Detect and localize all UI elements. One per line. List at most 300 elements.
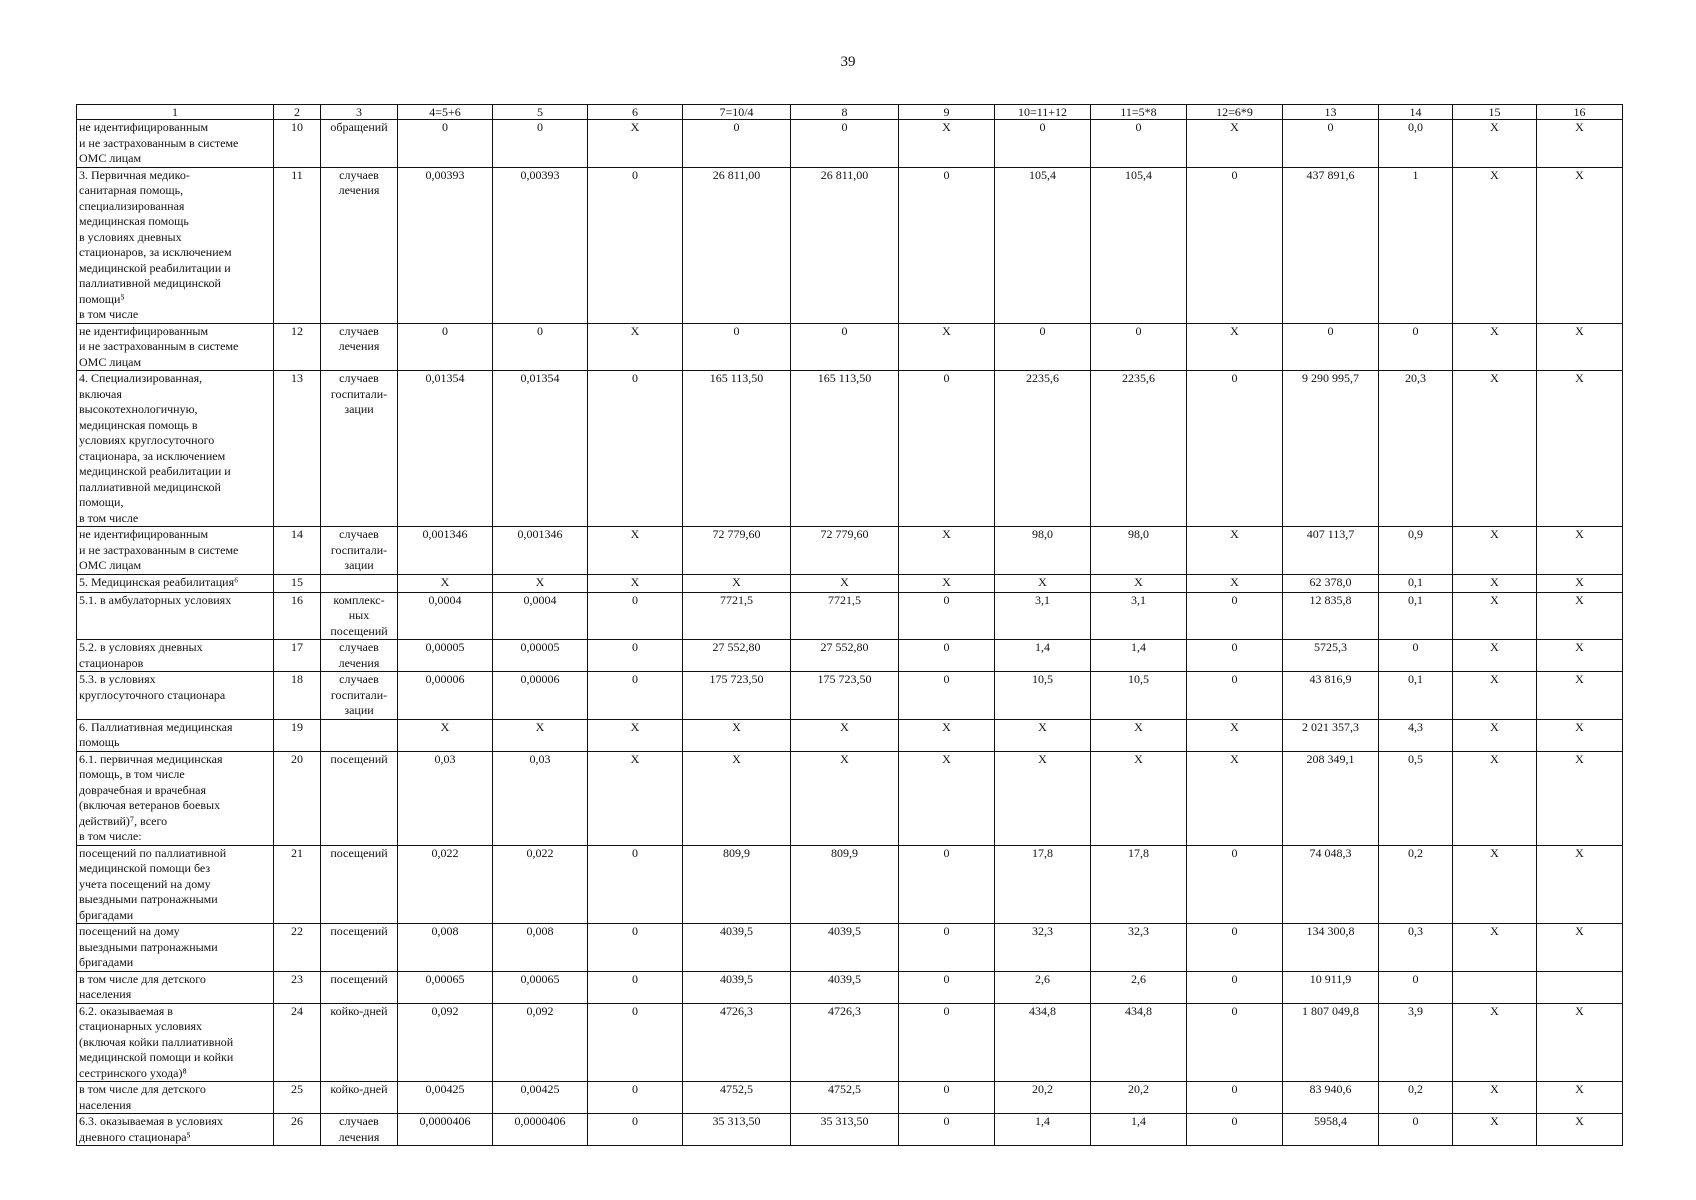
table-cell: 165 113,50 <box>683 371 791 527</box>
table-cell: 4726,3 <box>791 1003 899 1082</box>
table-cell <box>321 719 398 751</box>
table-cell: Х <box>1537 527 1623 575</box>
table-cell: 26 <box>274 1114 321 1146</box>
table-cell: 0 <box>791 120 899 168</box>
table-cell: 20 <box>274 751 321 845</box>
column-header: 11=5*8 <box>1091 105 1187 120</box>
table-cell: 10 911,9 <box>1283 971 1379 1003</box>
table-cell: случаев госпитали- зации <box>321 672 398 720</box>
table-cell: 4039,5 <box>683 971 791 1003</box>
table-cell: 0 <box>588 1114 683 1146</box>
column-header: 15 <box>1453 105 1537 120</box>
table-cell: Х <box>791 751 899 845</box>
table-cell: Х <box>1537 1003 1623 1082</box>
table-cell: 0,0000406 <box>398 1114 493 1146</box>
table-cell: Х <box>493 719 588 751</box>
table-cell: 0 <box>588 971 683 1003</box>
table-cell: 26 811,00 <box>791 167 899 323</box>
table-cell: 0 <box>899 1082 995 1114</box>
table-cell: 0 <box>493 120 588 168</box>
table-cell: 32,3 <box>1091 924 1187 972</box>
table-cell: Х <box>899 574 995 592</box>
table-cell: 5725,3 <box>1283 640 1379 672</box>
table-cell: 43 816,9 <box>1283 672 1379 720</box>
table-row <box>77 1082 1623 1114</box>
table-cell: 2235,6 <box>1091 371 1187 527</box>
column-header: 5 <box>493 105 588 120</box>
table-body <box>77 105 1623 1146</box>
row-label: в том числе для детского населения <box>77 971 274 1003</box>
table-cell: Х <box>1187 751 1283 845</box>
table-cell: 0 <box>995 120 1091 168</box>
table-cell: 10,5 <box>1091 672 1187 720</box>
table-row <box>77 371 1623 527</box>
table-cell: Х <box>1187 120 1283 168</box>
table-cell: 10,5 <box>995 672 1091 720</box>
table-cell: 134 300,8 <box>1283 924 1379 972</box>
table-cell: 21 <box>274 845 321 924</box>
table-cell: 0,092 <box>398 1003 493 1082</box>
table-cell: 0 <box>1187 640 1283 672</box>
table-cell: 0 <box>1187 167 1283 323</box>
column-header: 7=10/4 <box>683 105 791 120</box>
table-cell: 74 048,3 <box>1283 845 1379 924</box>
table-cell: 17,8 <box>995 845 1091 924</box>
table-cell: Х <box>899 719 995 751</box>
table-cell: 12 835,8 <box>1283 592 1379 640</box>
table-cell: 4039,5 <box>683 924 791 972</box>
table-cell: 98,0 <box>995 527 1091 575</box>
table-cell: 32,3 <box>995 924 1091 972</box>
table-cell: 0 <box>398 120 493 168</box>
table-cell <box>1537 971 1623 1003</box>
table-cell: 0 <box>588 640 683 672</box>
table-row <box>77 971 1623 1003</box>
table-cell: 1,4 <box>1091 1114 1187 1146</box>
table-cell: обращений <box>321 120 398 168</box>
table-cell: 105,4 <box>1091 167 1187 323</box>
table-cell: 0 <box>899 924 995 972</box>
table-cell: 17,8 <box>1091 845 1187 924</box>
table-cell: 0 <box>1187 371 1283 527</box>
table-cell: 0,0004 <box>493 592 588 640</box>
table-cell: 13 <box>274 371 321 527</box>
table-cell: Х <box>1453 924 1537 972</box>
table-cell: 4039,5 <box>791 971 899 1003</box>
table-cell: 809,9 <box>791 845 899 924</box>
table-cell: 0,1 <box>1379 574 1453 592</box>
table-row <box>77 672 1623 720</box>
table-cell: Х <box>1187 527 1283 575</box>
table-cell: случаев лечения <box>321 640 398 672</box>
table-cell: случаев госпитали- зации <box>321 527 398 575</box>
row-label: посещений на дому выездными патронажными бригадами <box>77 924 274 972</box>
table-cell: Х <box>588 527 683 575</box>
table-cell: Х <box>899 120 995 168</box>
table-cell: Х <box>1537 924 1623 972</box>
table-cell: 0 <box>1379 1114 1453 1146</box>
table-cell: 12 <box>274 323 321 371</box>
table-cell: 0,2 <box>1379 845 1453 924</box>
table-row <box>77 924 1623 972</box>
table-cell: 35 313,50 <box>791 1114 899 1146</box>
table-cell: Х <box>1453 371 1537 527</box>
row-label: 6.1. первичная медицинская помощь, в том числе доврачебная и врачебная (включая ветеранов боевых действий)⁷, всего в том числе: <box>77 751 274 845</box>
table-cell: 20,3 <box>1379 371 1453 527</box>
table-cell: 0,00393 <box>493 167 588 323</box>
table-cell: Х <box>1187 719 1283 751</box>
table-cell: посещений <box>321 971 398 1003</box>
table-cell: Х <box>1537 1114 1623 1146</box>
table-cell: 0 <box>791 323 899 371</box>
table-cell: 17 <box>274 640 321 672</box>
table-cell: случаев лечения <box>321 1114 398 1146</box>
table-cell: 0,001346 <box>398 527 493 575</box>
table-cell: Х <box>1453 323 1537 371</box>
table-cell: 0 <box>683 323 791 371</box>
table-cell: 0 <box>1187 924 1283 972</box>
table-cell: 1,4 <box>995 1114 1091 1146</box>
table-cell: Х <box>1091 719 1187 751</box>
table-cell: 434,8 <box>995 1003 1091 1082</box>
table-cell: 0,00006 <box>398 672 493 720</box>
table-cell: Х <box>398 719 493 751</box>
table-cell: Х <box>1453 719 1537 751</box>
table-cell: посещений <box>321 924 398 972</box>
table-cell: 0,0 <box>1379 120 1453 168</box>
table-cell: 0 <box>588 845 683 924</box>
table-cell: 0 <box>588 924 683 972</box>
table-cell: 26 811,00 <box>683 167 791 323</box>
table-cell: 0,00006 <box>493 672 588 720</box>
table-cell: Х <box>1091 751 1187 845</box>
table-cell: 0 <box>588 371 683 527</box>
table-cell: койко-дней <box>321 1082 398 1114</box>
table-cell: 4039,5 <box>791 924 899 972</box>
table-cell: 0 <box>1091 120 1187 168</box>
table-cell: Х <box>683 574 791 592</box>
table-cell: 19 <box>274 719 321 751</box>
table-cell: 407 113,7 <box>1283 527 1379 575</box>
table-cell: Х <box>899 527 995 575</box>
table-cell: 0,022 <box>398 845 493 924</box>
table-cell: 0,00393 <box>398 167 493 323</box>
table-cell: Х <box>1453 672 1537 720</box>
table-cell: Х <box>1537 323 1623 371</box>
table-cell: 27 552,80 <box>683 640 791 672</box>
table-cell: Х <box>1453 1082 1537 1114</box>
table-cell: 0,01354 <box>398 371 493 527</box>
table-cell: 0,0004 <box>398 592 493 640</box>
table-cell: случаев лечения <box>321 323 398 371</box>
table-cell: Х <box>1091 574 1187 592</box>
table-cell: 0 <box>1187 1114 1283 1146</box>
row-label: не идентифицированным и не застрахованным в системе ОМС лицам <box>77 323 274 371</box>
row-label: 6.2. оказываемая в стационарных условиях (включая койки паллиативной медицинской помощи и койки сестринского ухода)⁸ <box>77 1003 274 1082</box>
table-cell: 0 <box>1187 1003 1283 1082</box>
table-cell: Х <box>1537 167 1623 323</box>
table-cell: Х <box>588 574 683 592</box>
table-cell: 0,1 <box>1379 592 1453 640</box>
table-cell: 14 <box>274 527 321 575</box>
column-header: 6 <box>588 105 683 120</box>
table-cell: 22 <box>274 924 321 972</box>
column-header: 1 <box>77 105 274 120</box>
column-header: 14 <box>1379 105 1453 120</box>
table-cell: 437 891,6 <box>1283 167 1379 323</box>
table-cell: 3,1 <box>1091 592 1187 640</box>
table-cell: 2,6 <box>995 971 1091 1003</box>
table-cell: 20,2 <box>1091 1082 1187 1114</box>
table-row <box>77 640 1623 672</box>
table-cell: 0,01354 <box>493 371 588 527</box>
table-cell: 165 113,50 <box>791 371 899 527</box>
table-cell: 35 313,50 <box>683 1114 791 1146</box>
table-cell: 0 <box>398 323 493 371</box>
table-cell: Х <box>791 719 899 751</box>
table-cell: 1,4 <box>995 640 1091 672</box>
table-cell: 1,4 <box>1091 640 1187 672</box>
table-cell: 175 723,50 <box>791 672 899 720</box>
table-cell: 16 <box>274 592 321 640</box>
table-cell: койко-дней <box>321 1003 398 1082</box>
table-cell: 0 <box>899 1003 995 1082</box>
table-cell: Х <box>1537 719 1623 751</box>
table-cell: 0,9 <box>1379 527 1453 575</box>
table-cell: Х <box>1537 845 1623 924</box>
table-cell: 0 <box>588 167 683 323</box>
table-cell: 98,0 <box>1091 527 1187 575</box>
row-label: 6.3. оказываемая в условиях дневного стационара⁵ <box>77 1114 274 1146</box>
table-cell: 0,092 <box>493 1003 588 1082</box>
table-cell: Х <box>1537 371 1623 527</box>
table-row <box>77 845 1623 924</box>
row-label: 3. Первичная медико- санитарная помощь, специализированная медицинская помощь в условиях дневных стационаров, за исключением медицинской реабилитации и паллиативной медицинской помощи⁵ в том числе <box>77 167 274 323</box>
table-cell: 0 <box>899 592 995 640</box>
table-cell: посещений <box>321 751 398 845</box>
table-cell: 0 <box>1187 592 1283 640</box>
table-cell: Х <box>1537 640 1623 672</box>
table-cell: Х <box>588 719 683 751</box>
table-cell: 0 <box>899 971 995 1003</box>
table-cell <box>321 574 398 592</box>
table-cell: Х <box>1537 592 1623 640</box>
table-cell: 9 290 995,7 <box>1283 371 1379 527</box>
column-header: 12=6*9 <box>1187 105 1283 120</box>
table-cell: 18 <box>274 672 321 720</box>
column-header: 16 <box>1537 105 1623 120</box>
table-cell: 0,00065 <box>493 971 588 1003</box>
table-cell: 3,1 <box>995 592 1091 640</box>
table-row <box>77 1003 1623 1082</box>
table-row <box>77 751 1623 845</box>
table-cell: Х <box>1187 574 1283 592</box>
table-cell: 0 <box>899 640 995 672</box>
table-cell: случаев лечения <box>321 167 398 323</box>
table-cell: 175 723,50 <box>683 672 791 720</box>
table-cell: Х <box>588 751 683 845</box>
table-cell: 0 <box>588 672 683 720</box>
table-cell: 2235,6 <box>995 371 1091 527</box>
table-cell: 0 <box>899 845 995 924</box>
table-cell: 0,5 <box>1379 751 1453 845</box>
table-cell: Х <box>588 323 683 371</box>
table-cell: Х <box>493 574 588 592</box>
table-cell: 24 <box>274 1003 321 1082</box>
table-cell: 0,03 <box>398 751 493 845</box>
table-cell: 0 <box>1283 120 1379 168</box>
table-cell: 2,6 <box>1091 971 1187 1003</box>
table-cell: Х <box>1537 574 1623 592</box>
table-cell: Х <box>995 751 1091 845</box>
column-header: 10=11+12 <box>995 105 1091 120</box>
table-cell: 4752,5 <box>683 1082 791 1114</box>
table-cell: Х <box>1453 527 1537 575</box>
table-cell: Х <box>1453 1003 1537 1082</box>
column-header: 3 <box>321 105 398 120</box>
table-cell: 27 552,80 <box>791 640 899 672</box>
report-table <box>76 104 1623 1146</box>
table-cell: Х <box>1453 574 1537 592</box>
table-cell: Х <box>899 751 995 845</box>
row-label: 5.1. в амбулаторных условиях <box>77 592 274 640</box>
table-cell: 0 <box>1379 640 1453 672</box>
table-cell: 20,2 <box>995 1082 1091 1114</box>
table-cell: 0 <box>493 323 588 371</box>
row-label: 5. Медицинская реабилитация⁶ <box>77 574 274 592</box>
table-cell: Х <box>995 574 1091 592</box>
row-label: 4. Специализированная, включая высокотехнологичную, медицинская помощь в условиях круглосуточного стационара, за исключением медицинской реабилитации и паллиативной медицинской помощи, в том числе <box>77 371 274 527</box>
table-cell: 1 807 049,8 <box>1283 1003 1379 1082</box>
table-cell: 72 779,60 <box>683 527 791 575</box>
table-cell: 4,3 <box>1379 719 1453 751</box>
table-cell: 10 <box>274 120 321 168</box>
table-cell: посещений <box>321 845 398 924</box>
table-cell: 4752,5 <box>791 1082 899 1114</box>
table-row <box>77 323 1623 371</box>
table-cell: Х <box>1187 323 1283 371</box>
table-cell: 72 779,60 <box>791 527 899 575</box>
table-cell: Х <box>1453 120 1537 168</box>
table-cell: Х <box>1453 751 1537 845</box>
table-row <box>77 1114 1623 1146</box>
table-cell: 0 <box>588 592 683 640</box>
row-label: не идентифицированным и не застрахованным в системе ОМС лицам <box>77 527 274 575</box>
table-cell: Х <box>995 719 1091 751</box>
table-cell: Х <box>1537 120 1623 168</box>
table-cell: Х <box>1537 672 1623 720</box>
table-cell: 0,2 <box>1379 1082 1453 1114</box>
table-row <box>77 527 1623 575</box>
table-cell: 0,0000406 <box>493 1114 588 1146</box>
table-cell: 15 <box>274 574 321 592</box>
table-cell: 1 <box>1379 167 1453 323</box>
table-cell: Х <box>1453 592 1537 640</box>
row-label: 5.3. в условиях круглосуточного стационара <box>77 672 274 720</box>
table-cell: 809,9 <box>683 845 791 924</box>
column-header: 8 <box>791 105 899 120</box>
table-cell: Х <box>899 323 995 371</box>
table-cell: 0,03 <box>493 751 588 845</box>
table-cell: 0 <box>1187 672 1283 720</box>
table-cell: Х <box>1453 640 1537 672</box>
table-cell: 0 <box>1379 323 1453 371</box>
table-cell: 62 378,0 <box>1283 574 1379 592</box>
row-label: не идентифицированным и не застрахованным в системе ОМС лицам <box>77 120 274 168</box>
table-cell: комплекс- ных посещений <box>321 592 398 640</box>
table-cell: 0 <box>1283 323 1379 371</box>
table-cell: Х <box>1537 1082 1623 1114</box>
table-cell: Х <box>1453 845 1537 924</box>
header-row <box>77 105 1623 120</box>
table-cell: 0,00005 <box>493 640 588 672</box>
table-cell: Х <box>398 574 493 592</box>
table-row <box>77 719 1623 751</box>
table-cell: 0,1 <box>1379 672 1453 720</box>
table-cell: 0 <box>588 1082 683 1114</box>
table-cell: случаев госпитали- зации <box>321 371 398 527</box>
table-cell: 0,001346 <box>493 527 588 575</box>
table-cell: Х <box>683 719 791 751</box>
table-cell: 0 <box>683 120 791 168</box>
table-cell: 0 <box>1091 323 1187 371</box>
table-cell: 0,008 <box>493 924 588 972</box>
table-cell <box>1453 971 1537 1003</box>
table-cell: 0 <box>588 1003 683 1082</box>
table-cell: Х <box>1537 751 1623 845</box>
table-cell: 0,00005 <box>398 640 493 672</box>
table-cell: 0 <box>1187 971 1283 1003</box>
table-cell: 0 <box>899 672 995 720</box>
table-cell: 4726,3 <box>683 1003 791 1082</box>
table-cell: 5958,4 <box>1283 1114 1379 1146</box>
page-number: 39 <box>840 54 856 70</box>
table-cell: Х <box>588 120 683 168</box>
table-cell: 434,8 <box>1091 1003 1187 1082</box>
table-cell: 0,008 <box>398 924 493 972</box>
table-cell: Х <box>1453 1114 1537 1146</box>
table-row <box>77 167 1623 323</box>
table-row <box>77 592 1623 640</box>
table-cell: 0,00425 <box>398 1082 493 1114</box>
table-cell: 2 021 357,3 <box>1283 719 1379 751</box>
column-header: 4=5+6 <box>398 105 493 120</box>
column-header: 13 <box>1283 105 1379 120</box>
table-cell: 0 <box>1187 1082 1283 1114</box>
table-cell: 83 940,6 <box>1283 1082 1379 1114</box>
row-label: 5.2. в условиях дневных стационаров <box>77 640 274 672</box>
table-cell: 0,022 <box>493 845 588 924</box>
table-cell: 0 <box>899 371 995 527</box>
table-cell: 23 <box>274 971 321 1003</box>
table-cell: 105,4 <box>995 167 1091 323</box>
column-header: 9 <box>899 105 995 120</box>
table-cell: 0 <box>1379 971 1453 1003</box>
table-cell: 3,9 <box>1379 1003 1453 1082</box>
row-label: 6. Паллиативная медицинская помощь <box>77 719 274 751</box>
table-cell: 0,3 <box>1379 924 1453 972</box>
table-cell: 0 <box>899 1114 995 1146</box>
table-cell: 7721,5 <box>791 592 899 640</box>
table-cell: Х <box>1453 167 1537 323</box>
table-cell: 7721,5 <box>683 592 791 640</box>
table-cell: 208 349,1 <box>1283 751 1379 845</box>
table-cell: 0 <box>899 167 995 323</box>
table-row <box>77 574 1623 592</box>
table-cell: 0,00065 <box>398 971 493 1003</box>
table-cell: 25 <box>274 1082 321 1114</box>
table-cell: Х <box>683 751 791 845</box>
